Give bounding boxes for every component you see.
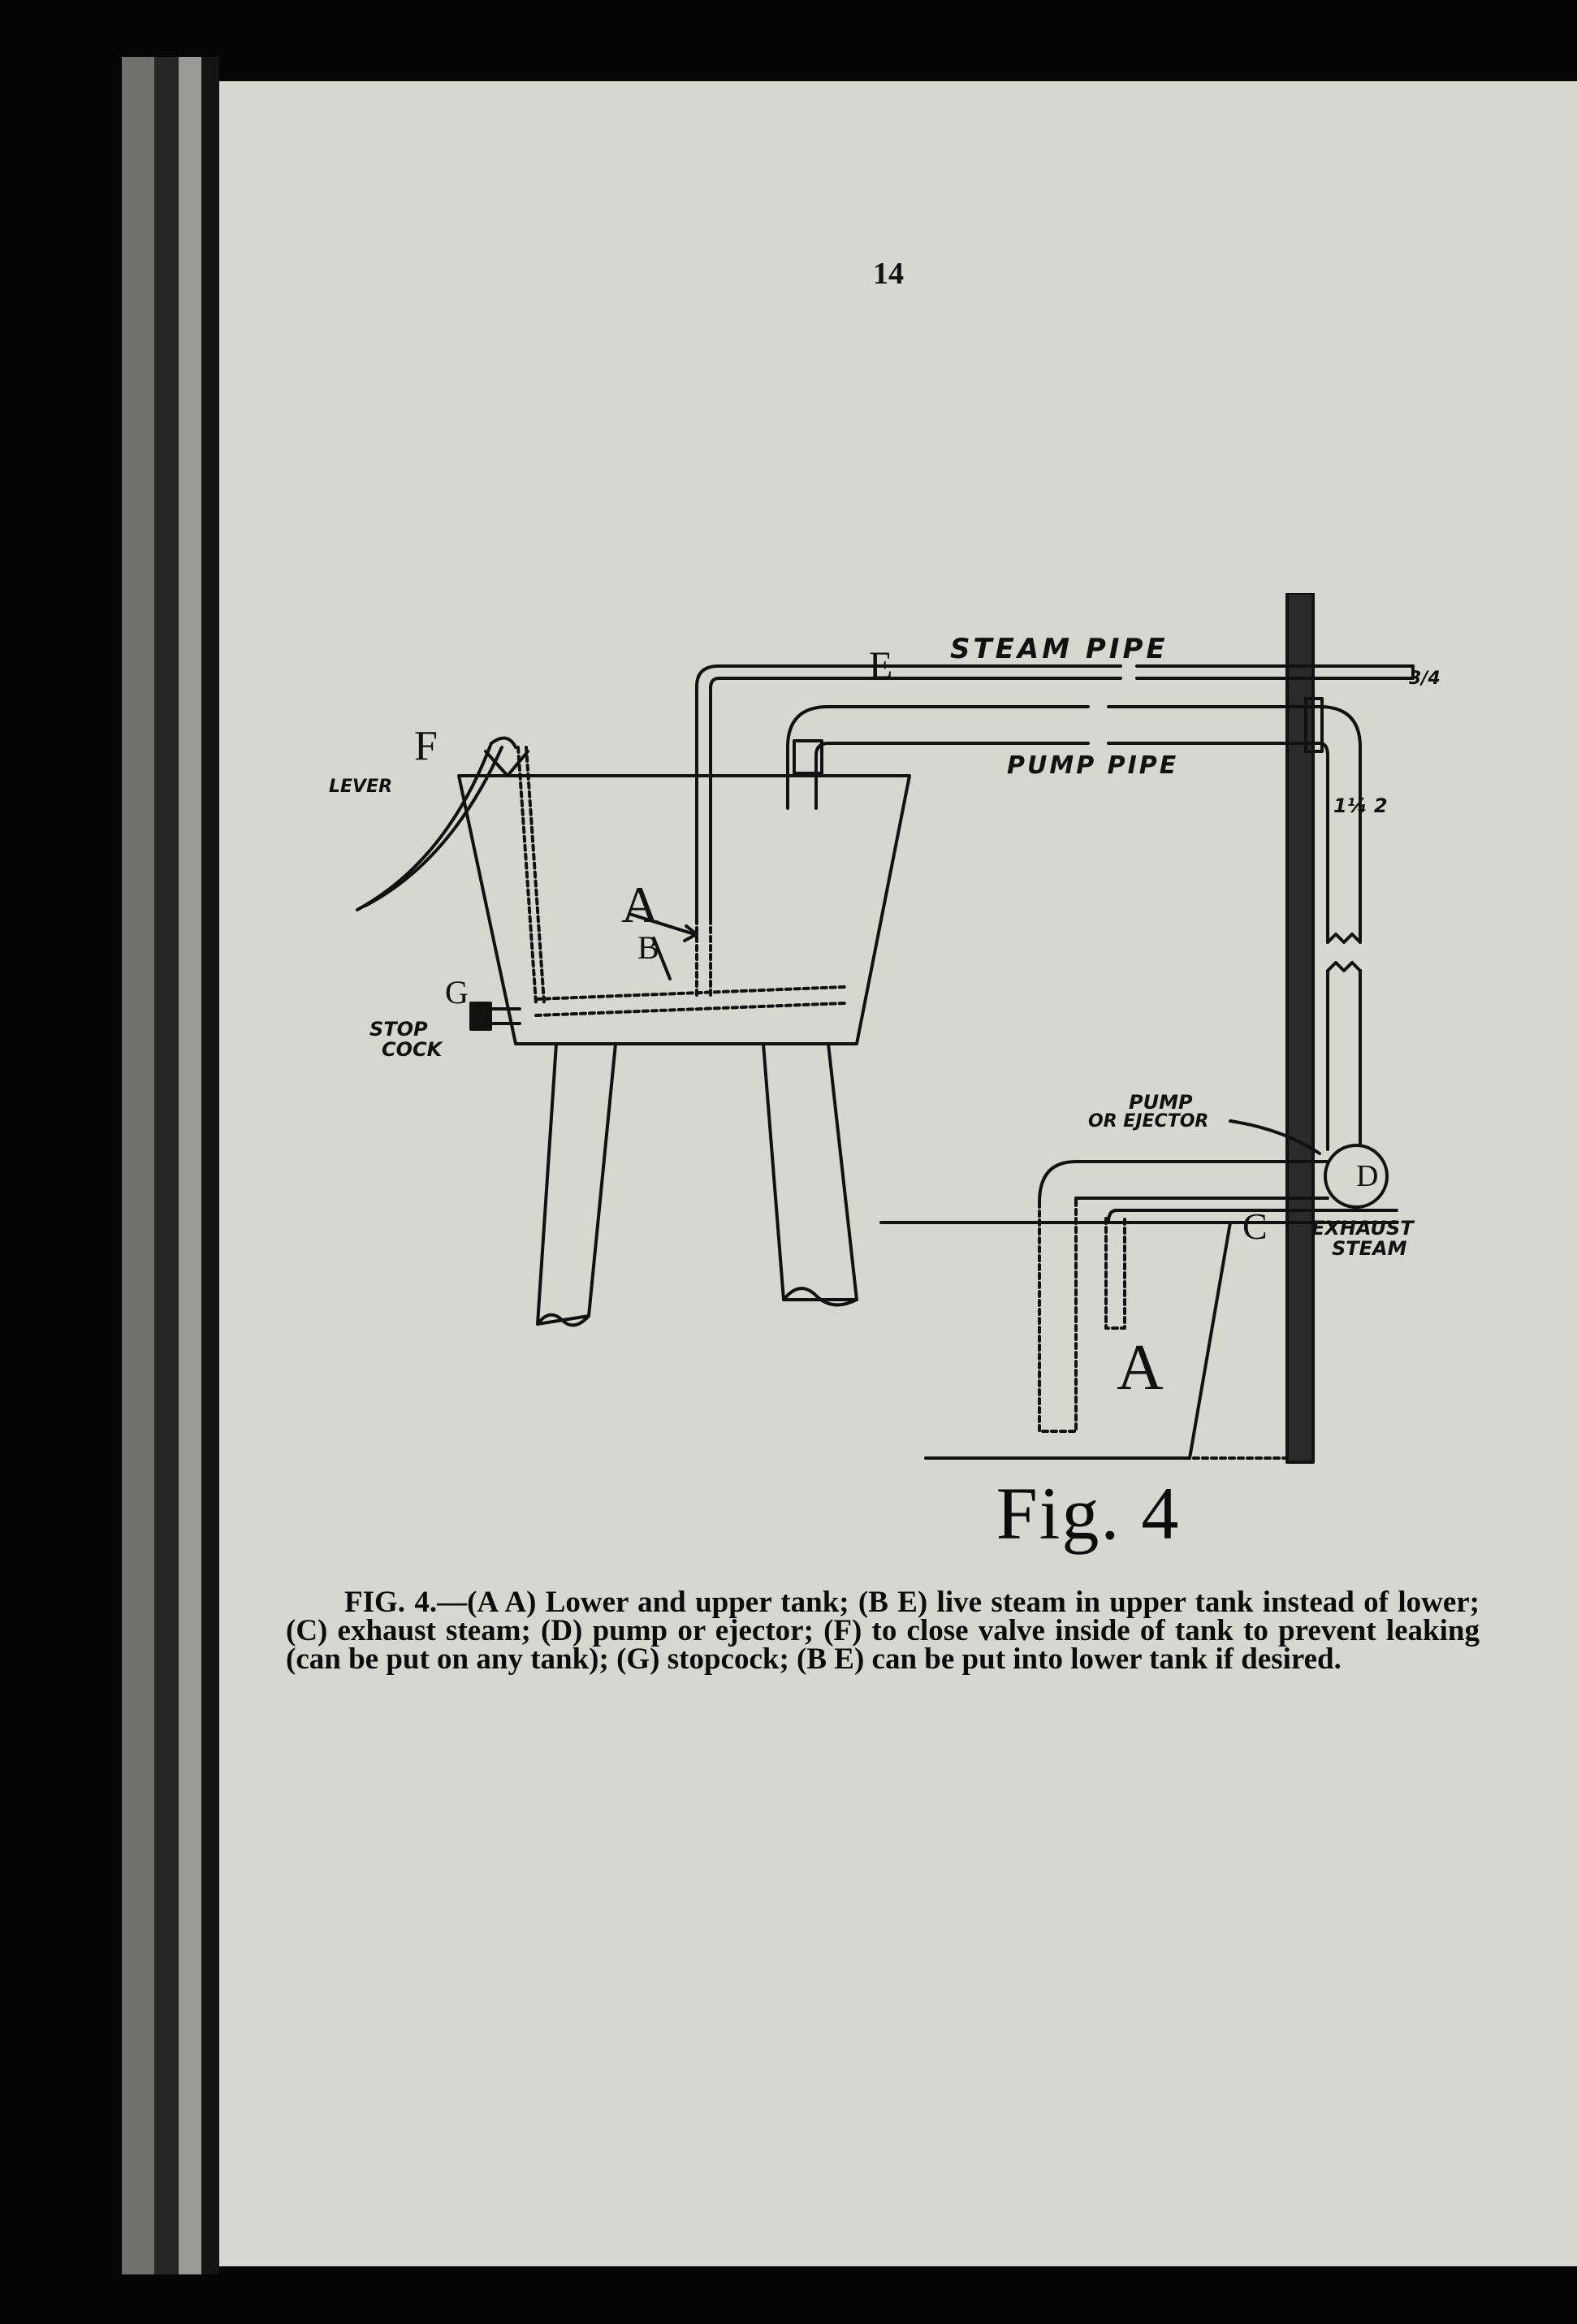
lower-tank: [881, 1223, 1230, 1458]
letter-c: C: [1242, 1205, 1268, 1247]
binding-strip-dark: [154, 57, 179, 2274]
steam-tank-diagram: [309, 593, 1462, 1487]
valve-rod: [518, 747, 544, 1003]
wall-post: [1287, 593, 1313, 1462]
figure-caption: [286, 1586, 1480, 1676]
steam-pipe-elbow: [697, 666, 719, 918]
letter-a-lower: A: [1117, 1332, 1164, 1404]
lower-tank-suction: [1039, 1202, 1076, 1431]
steam-down-pipe: [697, 686, 711, 995]
label-pipe-size-side: 1¼ 2: [1333, 794, 1388, 817]
upper-tank-leg-right: [763, 1044, 857, 1300]
letter-d: D: [1356, 1159, 1379, 1193]
letter-f: F: [414, 723, 438, 769]
leg-break-right: [784, 1288, 857, 1305]
binding-strip: [122, 57, 154, 2274]
label-pipe-size-top: 3/4: [1409, 669, 1441, 689]
letter-e: E: [869, 644, 893, 687]
pump-pipe-lower: [1328, 971, 1360, 1149]
upper-tank-leg-left: [538, 1044, 616, 1324]
label-pump-2: OR EJECTOR: [1088, 1111, 1209, 1132]
figure-caption-text: FIG. 4.—(A A) Lower and upper tank; (B E) live steam in upper tank instead of lower; (C) exhaust steam; (D) pump or ejector; (F) to close valve inside of tank to prevent leaking (can be put on any tank); (G) stopcock; (B E) can be put into lower tank if desired.: [286, 1586, 1480, 1676]
pump-pipe: [828, 707, 1320, 743]
page-number: 14: [873, 257, 904, 291]
label-lever: LEVER: [329, 777, 393, 797]
label-exhaust-1: EXHAUST: [1311, 1217, 1414, 1240]
lever-pivot: [486, 751, 528, 776]
letter-a-upper: A: [621, 876, 659, 933]
stop-cock-stem: [490, 1009, 520, 1024]
exhaust-inlet: [1106, 1218, 1125, 1328]
binding-strip-light: [179, 57, 201, 2274]
label-stop-cock-1: STOP: [369, 1018, 428, 1041]
pump-pipe-right-elbow: [1320, 707, 1360, 942]
pump-lower-elbow: [1039, 1162, 1076, 1202]
steam-distributor: [536, 987, 845, 1015]
stop-cock: [471, 1003, 490, 1029]
label-stop-cock-2: COCK: [382, 1038, 443, 1061]
label-steam-pipe: STEAM PIPE: [950, 633, 1169, 665]
pump-pipe-break: [1328, 934, 1360, 971]
binding-shadow: [201, 57, 219, 2274]
letter-g: G: [445, 974, 469, 1011]
label-pump-1: PUMP: [1129, 1091, 1193, 1114]
letter-b: B: [637, 929, 659, 966]
label-exhaust-2: STEAM: [1332, 1237, 1407, 1260]
figure-title: Fig. 4: [996, 1472, 1181, 1555]
label-pump-pipe: PUMP PIPE: [1007, 751, 1179, 780]
